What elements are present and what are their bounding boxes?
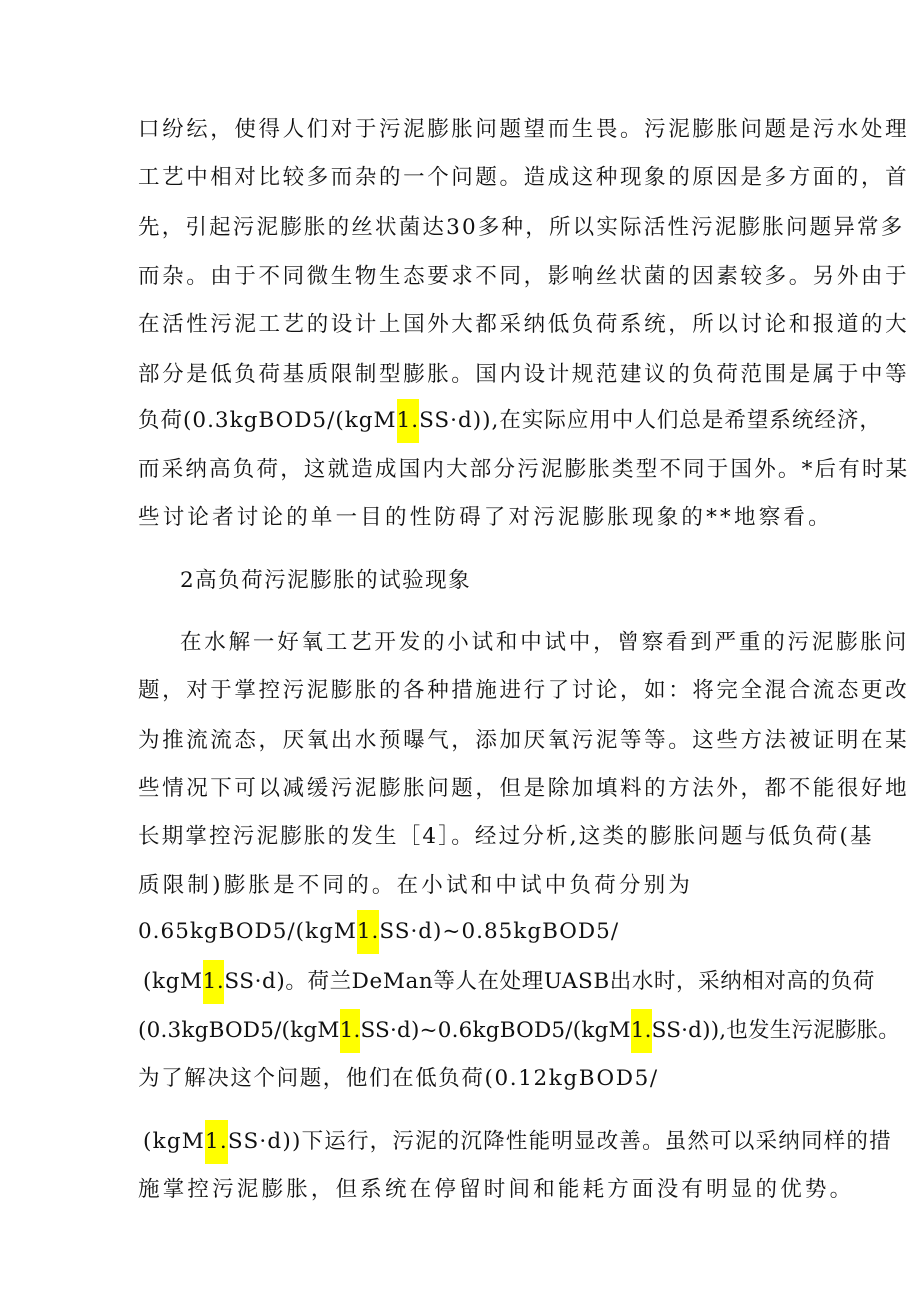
paragraph-line: 为推流流态，厌氧出水预曝气，添加厌氧污泥等等。这些方法被证明在某 [138,728,910,753]
highlighted-text: 1. [631,1009,652,1053]
formula-text: 负荷(0.3kgBOD5/(kgM [138,408,397,433]
paragraph-line: 为了解决这个问题，他们在低负荷(0.12kgBOD5/ [138,1066,659,1091]
paragraph-line: 先，引起污泥膨胀的丝状菌达30多种，所以实际活性污泥膨胀问题异常多 [138,215,905,240]
paragraph-line: 些讨论者讨论的单一目的性防碍了对污泥膨胀现象的**地察看。 [138,505,833,530]
formula-text: (kgM [143,969,203,994]
formula-text: SS·d)。荷兰DeMan等人在处理UASB出水时，采纳相对高的负荷 [224,969,875,994]
formula-line [143,967,875,1004]
paragraph-line: 在活性污泥工艺的设计上国外大都采纳低负荷系统，所以讨论和报道的大 [138,312,910,337]
paragraph-line: 在水解一好氧工艺开发的小试和中试中，曾察看到严重的污泥膨胀问 [180,630,910,655]
paragraph-line: 口纷纭，使得人们对于污泥膨胀问题望而生畏。污泥膨胀问题是污水处理 [138,117,910,142]
paragraph-line: 部分是低负荷基质限制型膨胀。国内设计规范建议的负荷范围是属于中等 [138,362,910,387]
formula-line [143,1127,892,1164]
paragraph-line: 质限制)膨胀是不同的。在小试和中试中负荷分别为 [138,873,693,898]
highlighted-text: 1. [203,960,225,1004]
paragraph-line: 题，对于掌控污泥膨胀的各种措施进行了讨论，如：将完全混合流态更改 [138,678,910,703]
paragraph-line: 些情况下可以减缓污泥膨胀问题，但是除加填料的方法外，都不能很好地 [138,776,910,801]
formula-text: (kgM [143,1129,205,1154]
formula-text: SS·d))下运行，污泥的沉降性能明显改善。虽然可以采纳同样的措 [227,1129,892,1154]
formula-line [138,1016,900,1053]
paragraph-line: 而采纳高负荷，这就造成国内大部分污泥膨胀类型不同于国外。*后有时某 [138,457,910,482]
highlighted-text: 1. [205,1120,228,1164]
formula-line [138,917,619,954]
highlighted-text: 1. [340,1009,361,1053]
paragraph-line: 长期掌控污泥膨胀的发生［4］。经过分析,这类的膨胀问题与低负荷(基 [138,824,874,849]
formula-text: SS·d)~0.85kgBOD5/ [379,919,620,944]
formula-text: SS·d)),也发生污泥膨胀。 [651,1018,900,1043]
section-heading: 2高负荷污泥膨胀的试验现象 [180,568,472,593]
paragraph-line: 工艺中相对比较多而杂的一个问题。造成这种现象的原因是多方面的，首 [138,165,910,190]
paragraph-line: 施掌控污泥膨胀，但系统在停留时间和能耗方面没有明显的优势。 [138,1177,855,1202]
paragraph-line: 而杂。由于不同微生物生态要求不同，影响丝状菌的因素较多。另外由于 [138,264,910,289]
highlighted-text: 1. [397,399,420,443]
formula-text: SS·d)~0.6kgBOD5/(kgM [360,1018,631,1043]
paragraph-line-formula [138,406,882,443]
highlighted-text: 1. [357,910,380,954]
formula-text: 0.65kgBOD5/(kgM [138,919,357,944]
formula-text: SS·d)),在实际应用中人们总是希望系统经济， [419,408,882,433]
formula-text: (0.3kgBOD5/(kgM [138,1018,340,1043]
